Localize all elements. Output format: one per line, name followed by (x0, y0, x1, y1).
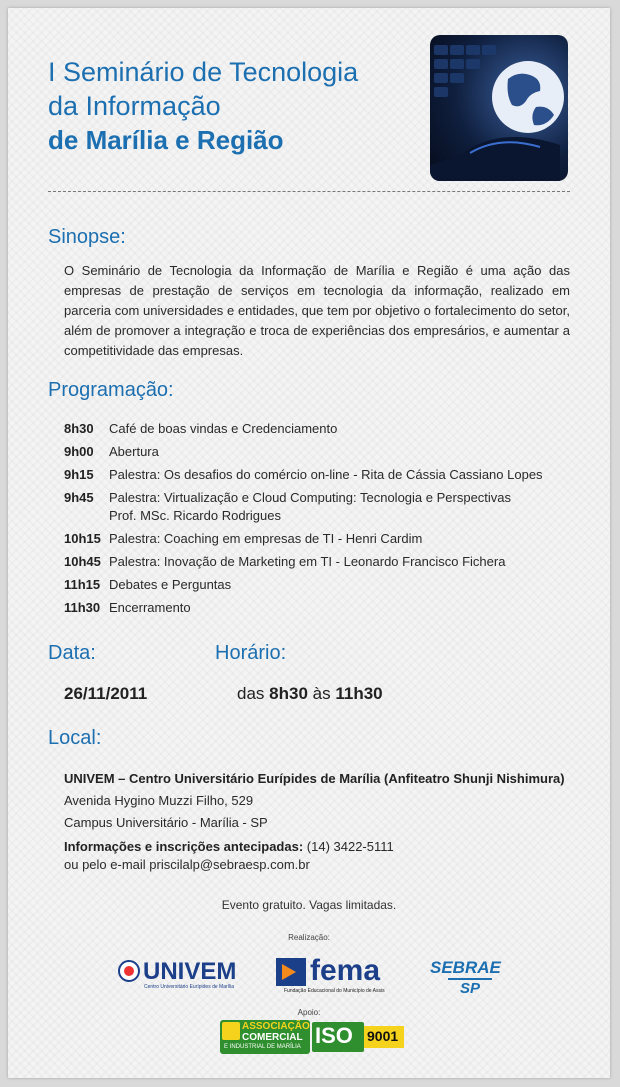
schedule-desc-line1: Palestra: Virtualização e Cloud Computing: Tecnologia e Perspectivas (109, 490, 512, 505)
schedule-item (64, 489, 584, 525)
sinopse-heading: Sinopse: (48, 226, 126, 248)
associacao-line-1: ASSOCIAÇÃO (242, 1021, 310, 1032)
title-line-3: de Marília e Região (48, 125, 284, 155)
schedule-desc: Palestra: Coaching em empresas de TI - Henri Cardim (109, 531, 423, 546)
schedule-time: 9h15 (64, 467, 94, 482)
apoio-label: Apoio: (297, 1008, 321, 1017)
sebrae-wordmark: SEBRAE (430, 958, 501, 977)
schedule-desc (109, 489, 511, 525)
local-heading: Local: (48, 727, 102, 749)
univem-seal-icon (118, 960, 140, 982)
info-block (64, 838, 394, 874)
globe-keyboard-image (430, 35, 568, 181)
schedule-item (64, 553, 584, 571)
schedule-desc: Palestra: Inovação de Marketing em TI - Leonardo Francisco Fichera (109, 554, 506, 569)
schedule-time: 10h15 (64, 531, 101, 546)
sebrae-logo (430, 954, 510, 1002)
univem-wordmark: UNIVEM (143, 958, 237, 985)
schedule-item (64, 466, 584, 484)
sebrae-sp: SP (460, 980, 481, 997)
venue-address-1: Avenida Hygino Muzzi Filho, 529 (64, 793, 254, 808)
page-title (48, 55, 358, 157)
info-email[interactable]: ou pelo e-mail priscilalp@sebraesp.com.br (64, 857, 310, 872)
event-date-value: 26/11/2011 (64, 684, 148, 703)
schedule-desc: Café de boas vindas e Credenciamento (109, 421, 338, 436)
time-prefix: das (237, 684, 265, 703)
schedule-time: 9h00 (64, 444, 94, 459)
time-end: 11h30 (335, 684, 383, 703)
schedule-item (64, 420, 584, 438)
associacao-line-2: COMERCIAL (242, 1032, 303, 1043)
schedule-item (64, 530, 584, 548)
divider (48, 191, 570, 192)
iso-9001-logo (312, 1022, 408, 1052)
venue-block (64, 768, 565, 834)
iso-wordmark: ISO (315, 1023, 353, 1048)
schedule-item (64, 576, 584, 594)
fema-wordmark: fema (310, 954, 381, 987)
schedule-desc-line2: Prof. MSc. Ricardo Rodrigues (109, 508, 281, 523)
schedule-time: 10h45 (64, 554, 101, 569)
iso-number: 9001 (367, 1028, 399, 1044)
schedule-item (64, 443, 584, 461)
schedule-item (64, 599, 584, 617)
title-line-1: I Seminário de Tecnologia (48, 57, 359, 87)
fema-arrow-icon (276, 958, 306, 986)
horario-heading: Horário: (215, 642, 287, 664)
event-time (237, 684, 383, 704)
time-start: 8h30 (269, 684, 308, 703)
info-phone: (14) 3422-5111 (306, 839, 394, 854)
associacao-comercial-logo (220, 1020, 310, 1054)
title-line-2: da Informação (48, 91, 221, 121)
info-label: Informações e inscrições antecipadas: (64, 839, 304, 854)
associacao-line-3: E INDUSTRIAL DE MARÍLIA (224, 1044, 301, 1050)
flyer-card (8, 8, 610, 1078)
venue-name: UNIVEM – Centro Universitário Eurípides de Marília (Anfiteatro Shunji Nishimura) (64, 771, 565, 786)
univem-subtitle: Centro Universitário Eurípides de Marília (144, 984, 235, 990)
schedule-time: 11h15 (64, 577, 101, 592)
programacao-heading: Programação: (48, 379, 174, 401)
schedule-time: 8h30 (64, 421, 94, 436)
fema-subtitle: Fundação Educacional do Município de Assis (284, 988, 385, 994)
data-heading: Data: (48, 642, 96, 664)
sinopse-text: O Seminário de Tecnologia da Informação de Marília e Região é uma ação das empresas de prestação de serviços em tecnologia da informação, realizado em parceria com universidades e entidades, que tem por objetivo o fortalecimento do setor, além de promover a integração e troca de experiências dos empresários, e aumentar a competitividade das empresas. (64, 263, 570, 358)
schedule-list (64, 420, 584, 622)
univem-logo (118, 956, 268, 996)
venue-address-2: Campus Universitário - Marília - SP (64, 815, 268, 830)
schedule-desc: Encerramento (109, 600, 191, 615)
realizacao-label: Realização: (288, 933, 330, 942)
associacao-emblem-icon (222, 1022, 240, 1040)
schedule-time: 9h45 (64, 490, 94, 505)
event-date (64, 684, 147, 704)
free-event-note: Evento gratuito. Vagas limitadas. (221, 898, 397, 912)
schedule-time: 11h30 (64, 600, 101, 615)
schedule-desc: Palestra: Os desafios do comércio on-line - Rita de Cássia Cassiano Lopes (109, 467, 543, 482)
fema-logo (276, 956, 406, 998)
schedule-desc: Abertura (109, 444, 159, 459)
schedule-desc: Debates e Perguntas (109, 577, 232, 592)
time-mid: às (312, 684, 331, 703)
